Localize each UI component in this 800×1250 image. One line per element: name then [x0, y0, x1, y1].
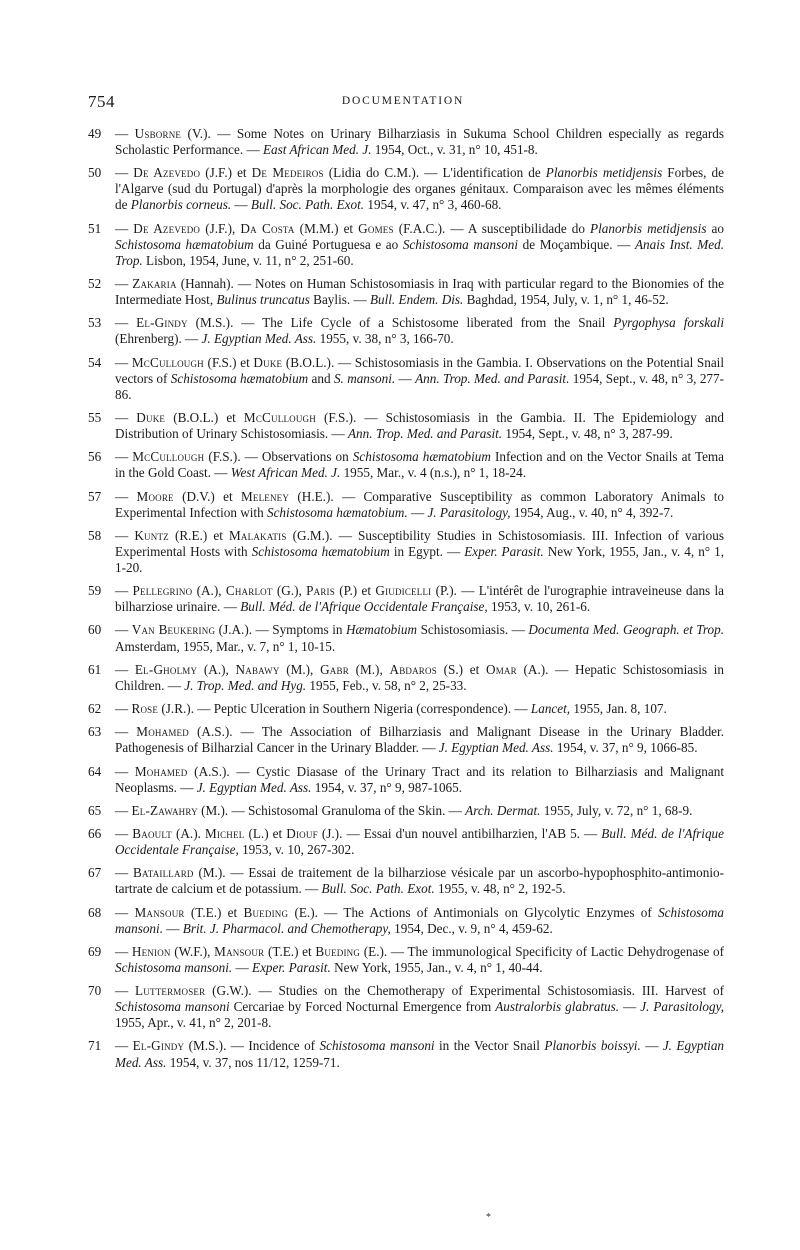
entry-text: —	[115, 527, 135, 543]
entry-text: (A.).	[171, 825, 205, 841]
italic-text: Anais Inst. Med. Trop.	[115, 236, 724, 268]
entry-text: (J.R.). — Peptic Ulceration in Southern Nigeria (correspondence). —	[158, 701, 531, 717]
entry-text: 1954, v. 37, n° 9, 1066-85.	[553, 740, 698, 756]
bibliography-entry	[88, 803, 724, 819]
author-name: Abdaros	[389, 661, 437, 677]
italic-text: Bull. Méd. de l'Afrique Occidentale Française,	[115, 825, 724, 858]
author-name: Omar	[485, 661, 517, 677]
entry-text: 1954, Sept., v. 48, n° 3, 287-99.	[502, 426, 673, 442]
entry-text: (Lidia do C.M.). — L'identification de	[323, 165, 546, 181]
entry-text: and	[308, 370, 334, 386]
entry-number: 59	[88, 583, 102, 599]
author-name: Kuntz	[134, 527, 169, 543]
italic-text: Schistosoma hæmatobium.	[266, 504, 408, 520]
author-name: Bueding	[315, 943, 361, 959]
author-name: McCullough	[243, 409, 316, 425]
entry-number: 68	[88, 904, 102, 920]
entry-text: 1954, v. 37, nos 11/12, 1259-71.	[166, 1054, 340, 1070]
entry-text: 1955, Jan. 8, 107.	[570, 701, 667, 717]
entry-number: 64	[88, 763, 102, 779]
bibliography-entry	[88, 355, 724, 403]
italic-text: Exper. Parasit.	[464, 543, 544, 559]
entry-text: 1955, Mar., v. 4 (n.s.), n° 1, 18-24.	[340, 465, 527, 481]
italic-text: Schistosoma hæmatobium	[115, 236, 254, 252]
author-name: Usborne	[134, 126, 182, 141]
entry-text: (G.M.). — Susceptibility Studies in Schistosomiasis. III. Infection of various Experimental Hosts with	[115, 527, 724, 559]
bibliography-entry	[88, 449, 724, 481]
author-name: Mohamed	[134, 763, 188, 779]
entry-text: —	[115, 701, 132, 717]
entry-text: —	[115, 276, 133, 292]
entry-text: (V.). — Some Notes on Urinary Bilharziasis in Sukuma School Children especially as regards Scholastic Performance. —	[115, 126, 725, 158]
bibliography-entry	[88, 764, 724, 796]
italic-text: J. Trop. Med. and Hyg.	[184, 677, 307, 693]
author-name: De Azevedo	[133, 165, 201, 181]
entry-text: (T.E.) et	[184, 904, 244, 920]
entry-text: 1954, Aug., v. 40, n° 4, 392-7.	[510, 504, 674, 520]
italic-text: J. Parasitology,	[427, 504, 511, 520]
entry-number: 66	[88, 825, 102, 841]
entry-text: 1955, July, v. 72, n° 1, 68-9.	[540, 802, 693, 818]
italic-text: Brit. J. Pharmacol. and Chemotherapy,	[182, 920, 391, 936]
entry-number: 63	[88, 724, 102, 740]
entry-number: 53	[88, 315, 102, 331]
entry-number: 67	[88, 865, 102, 881]
author-name: Pellegrino	[132, 583, 193, 599]
entry-text: (W.F.),	[170, 943, 215, 959]
entry-text: (M.M.) et	[294, 220, 359, 236]
entry-number: 69	[88, 943, 102, 959]
entry-text: (G.W.). — Studies on the Chemotherapy of Experimental Schistosomiasis. III. Harvest of	[205, 983, 724, 999]
author-name: Gomes	[358, 220, 394, 236]
entry-text: Schistosomiasis. —	[417, 622, 529, 638]
entry-text: —	[232, 959, 253, 975]
entry-text: —	[115, 661, 135, 677]
entry-text: Forbes, de l'Algarve (sud du Portugal) d'après la morphologie des organes génitaux. Comparaison avec les mêmes éléments de	[115, 165, 724, 213]
italic-text: S. mansoni.	[333, 370, 396, 386]
italic-text: J. Egyptian Med. Ass.	[201, 331, 317, 347]
author-name: Van Beukering	[131, 622, 216, 638]
author-name: Malakatis	[229, 527, 287, 543]
entry-number: 50	[88, 165, 102, 181]
italic-text: Australorbis glabratus.	[495, 999, 620, 1015]
entry-text: New York, 1955, Jan., v. 4, n° 1, 40-44.	[330, 959, 543, 975]
italic-text: J. Egyptian Med. Ass.	[438, 740, 554, 756]
author-name: El-Gindy	[136, 315, 188, 331]
author-name: El-Gindy	[132, 1038, 185, 1054]
entry-number: 60	[88, 622, 102, 638]
entry-number: 54	[88, 354, 102, 370]
bibliography-list	[88, 126, 724, 1078]
author-name: McCullough	[132, 449, 205, 465]
entry-text: —	[115, 904, 135, 920]
entry-text: 1954, Sept., v. 48, n° 3, 277-86.	[115, 370, 724, 402]
italic-text: Bull. Méd. de l'Afrique Occidentale Française,	[240, 599, 488, 615]
entry-text: —	[115, 449, 133, 465]
entry-text: (M.),	[348, 661, 390, 677]
entry-text: —	[115, 354, 132, 370]
italic-text: Schistosoma mansoni	[319, 1038, 435, 1054]
entry-text: (A.),	[192, 583, 226, 599]
bibliography-entry	[88, 126, 724, 158]
author-name: Charlot	[225, 583, 273, 599]
italic-text: Planorbis metidjensis	[590, 220, 707, 236]
entry-text: (P.). — L'intérêt de l'urographie intraveineuse dans la bilharziose urinaire. —	[115, 583, 725, 615]
author-name: De Medeiros	[251, 165, 324, 181]
entry-text: 1954, Dec., v. 9, n° 4, 459-62.	[390, 920, 553, 936]
entry-text: —	[115, 220, 134, 236]
author-name: Nabawy	[235, 661, 280, 677]
italic-text: Pyrgophysa forskali	[613, 315, 725, 331]
entry-text: (A.S.). — The Association of Bilharziasis and Malignant Disease in the Urinary Bladder. Pathogenesis of Bilharzial Cancer in the Urinary Bladder. —	[115, 724, 724, 756]
entry-text: (M.S.). — Incidence of	[184, 1038, 320, 1054]
entry-text: (A.). — Hepatic Schistosomiasis in Children. —	[115, 661, 725, 693]
author-name: Michel	[204, 825, 245, 841]
bibliography-entry	[88, 905, 724, 937]
entry-text: 1954, v. 37, n° 9, 987-1065.	[311, 779, 463, 795]
bibliography-entry	[88, 315, 724, 347]
entry-text: —	[407, 504, 428, 520]
entry-text: —	[115, 825, 133, 841]
author-name: Diouf	[286, 825, 318, 841]
entry-text: —	[115, 165, 134, 181]
entry-text: —	[115, 488, 137, 504]
entry-text: (A.S.). — Cystic Diasase of the Urinary Tract and its relation to Bilharziasis and Malignant Neoplasms. —	[115, 763, 724, 795]
bibliography-entry	[88, 276, 724, 308]
entry-text: —	[115, 126, 135, 141]
entry-text: —	[115, 724, 137, 740]
page-header	[88, 92, 718, 116]
entry-text: (B.O.L.) et	[165, 409, 244, 425]
entry-text: Cercariae by Forced Nocturnal Emergence from	[229, 999, 496, 1015]
entry-text: (Hannah). — Notes on Human Schistosomiasis in Iraq with particular regard to the Bionomies of the Intermediate Host,	[115, 276, 724, 308]
bibliography-entry	[88, 410, 724, 442]
italic-text: Ann. Trop. Med. and Parasit.	[415, 370, 570, 386]
bibliography-entry	[88, 165, 724, 213]
entry-text: in the Vector Snail	[434, 1038, 545, 1054]
entry-text: —	[115, 943, 132, 959]
entry-text: 1954, v. 47, n° 3, 460-68.	[364, 197, 502, 213]
italic-text: Lancet,	[530, 701, 571, 717]
italic-text: Bull. Endem. Dis.	[369, 292, 464, 308]
entry-text: —	[115, 315, 137, 331]
entry-text: (S.) et	[436, 661, 486, 677]
entry-number: 65	[88, 802, 102, 818]
entry-text: —	[115, 583, 133, 599]
entry-text: —	[115, 409, 137, 425]
author-name: Mohamed	[136, 724, 189, 740]
author-name: El-Zawahry	[131, 802, 198, 818]
entry-text: Infection and on the Vector Snails at Tema in the Gold Coast. —	[115, 449, 725, 481]
italic-text: Planorbis boissyi.	[544, 1038, 641, 1054]
author-name: Zakaria	[132, 276, 177, 292]
entry-text: in Egypt. —	[389, 543, 465, 559]
italic-text: Schistosoma mansoni.	[115, 904, 725, 936]
entry-text: (D.V.) et	[173, 488, 241, 504]
bibliography-entry	[88, 983, 724, 1031]
author-name: Henion	[131, 943, 171, 959]
author-name: Rose	[131, 701, 159, 717]
entry-text: 1953, v. 10, 267-302.	[238, 842, 355, 858]
entry-text: (L.) et	[244, 825, 287, 841]
bibliography-entry	[88, 662, 724, 694]
author-name: Giudicelli	[375, 583, 432, 599]
author-name: Paris	[306, 583, 335, 599]
entry-text: 1953, v. 10, 261-6.	[487, 599, 591, 615]
entry-text: (Ehrenberg). —	[115, 331, 202, 347]
author-name: Mansour	[134, 904, 185, 920]
bibliography-entry	[88, 701, 724, 717]
entry-text: (J.). — Essai d'un nouvel antibilharzien, l'AB 5. —	[317, 825, 602, 841]
italic-text: Bull. Soc. Path. Exot.	[321, 881, 435, 897]
entry-text: (F.S.). — Schistosomiasis in the Gambia. II. The Epidemiology and Distribution of Urinary Schistosomiasis. —	[115, 409, 724, 442]
entry-text: (J.F.) et	[200, 165, 252, 181]
entry-text: (M.). — Essai de traitement de la bilharziose vésicale par un ascorbo-hypophosphito-antimonio-tartrate de calcium et de potassium. —	[115, 865, 725, 897]
italic-text: J. Egyptian Med. Ass.	[115, 1038, 725, 1070]
italic-text: Arch. Dermat.	[465, 802, 541, 818]
author-name: Duke	[253, 354, 283, 370]
italic-text: Exper. Parasit.	[252, 959, 331, 975]
entry-text: —	[115, 802, 132, 818]
entry-text: (T.E.) et	[264, 943, 316, 959]
author-name: Gabr	[320, 661, 349, 677]
italic-text: J. Parasitology,	[640, 999, 725, 1015]
bibliography-entry	[88, 865, 724, 897]
entry-text: (M.S.). — The Life Cycle of a Schistosome liberated from the Snail	[187, 315, 614, 331]
entry-text: da Guiné Portuguesa e ao	[253, 236, 403, 252]
entry-text: (J.A.). — Symptoms in	[215, 622, 346, 638]
entry-text: 1954, Oct., v. 31, n° 10, 451-8.	[371, 142, 538, 158]
bibliography-entry	[88, 489, 724, 521]
entry-number: 61	[88, 661, 102, 677]
author-name: Da Costa	[240, 220, 295, 236]
entry-text: (H.E.). — Comparative Susceptibility as common Laboratory Animals to Experimental Infection with	[115, 488, 724, 520]
italic-text: Schistosoma mansoni	[115, 999, 230, 1015]
entry-text: (R.E.) et	[168, 527, 229, 543]
entry-number: 52	[88, 276, 102, 292]
author-name: Moore	[136, 488, 174, 504]
author-name: Meleney	[240, 488, 290, 504]
bibliography-entry	[88, 221, 724, 269]
author-name: Baoult	[132, 825, 172, 841]
entry-text: —	[115, 865, 134, 881]
entry-text: (J.F.),	[200, 220, 241, 236]
italic-text: Schistosoma hæmatobium	[170, 370, 309, 386]
entry-text: 1955, v. 48, n° 2, 192-5.	[434, 881, 566, 897]
entry-number: 71	[88, 1038, 102, 1054]
entry-text: (F.S.). — Observations on	[204, 449, 353, 465]
author-name: Bataillard	[133, 865, 194, 881]
author-name: Luttermoser	[135, 983, 206, 999]
bibliography-entry	[88, 528, 724, 576]
italic-text: Bulinus truncatus	[216, 292, 310, 308]
entry-text: —	[115, 983, 136, 999]
italic-text: Schistosoma hæmatobium	[352, 449, 491, 465]
entry-text: de Moçambique. —	[518, 236, 635, 252]
entry-number: 51	[88, 220, 102, 236]
entry-number: 49	[88, 126, 102, 141]
page-number: 754	[88, 92, 115, 111]
bibliography-entry	[88, 944, 724, 976]
footer-mark: *	[486, 1212, 491, 1223]
entry-text: (E.). — The Actions of Antimonials on Glycolytic Enzymes of	[288, 904, 659, 920]
entry-text: (B.O.L.). — Schistosomiasis in the Gambia. I. Observations on the Potential Snail vectors of	[115, 354, 725, 386]
entry-number: 55	[88, 409, 102, 425]
italic-text: Schistosoma mansoni	[402, 236, 519, 252]
italic-text: J. Egyptian Med. Ass.	[196, 779, 312, 795]
entry-text: —	[115, 1038, 133, 1054]
entry-text: —	[640, 1038, 663, 1054]
entry-number: 70	[88, 983, 102, 999]
running-title: DOCUMENTATION	[341, 95, 465, 107]
entry-text: —	[115, 622, 132, 638]
italic-text: Ann. Trop. Med. and Parasit.	[347, 426, 503, 442]
entry-text: —	[115, 763, 135, 779]
entry-text: (M.). — Schistosomal Granuloma of the Skin. —	[197, 802, 466, 818]
entry-text: 1955, Apr., v. 41, n° 2, 201-8.	[115, 1015, 272, 1031]
entry-text: Baghdad, 1954, July, v. 1, n° 1, 46-52.	[463, 292, 669, 308]
entry-text: (E.). — The immunological Specificity of Lactic Dehydrogenase of	[360, 943, 725, 959]
author-name: Duke	[136, 409, 166, 425]
entry-text: Amsterdam, 1955, Mar., v. 7, n° 1, 10-15.	[115, 638, 336, 654]
entry-number: 56	[88, 449, 102, 465]
entry-text: (F.A.C.). — A susceptibilidade do	[393, 220, 591, 236]
entry-text: —	[163, 920, 183, 936]
italic-text: Planorbis metidjensis	[545, 165, 663, 181]
italic-text: West African Med. J.	[230, 465, 341, 481]
bibliography-entry	[88, 724, 724, 756]
author-name: Mansour	[214, 943, 265, 959]
entry-text: —	[231, 197, 251, 213]
entry-text: (A.),	[197, 661, 236, 677]
bibliography-entry	[88, 1038, 724, 1070]
italic-text: Schistosoma hæmatobium	[251, 543, 390, 559]
bibliography-entry	[88, 583, 724, 615]
entry-number: 58	[88, 527, 102, 543]
italic-text: Bull. Soc. Path. Exot.	[250, 197, 365, 213]
italic-text: Schistosoma mansoni.	[115, 959, 233, 975]
author-name: De Azevedo	[133, 220, 201, 236]
author-name: Bueding	[243, 904, 289, 920]
entry-text: —	[395, 370, 416, 386]
italic-text: Planorbis corneus.	[130, 197, 232, 213]
italic-text: Documenta Med. Geograph. et Trop.	[528, 622, 725, 638]
author-name: El-Gholmy	[134, 661, 198, 677]
entry-text: ao	[706, 220, 724, 236]
italic-text: East African Med. J.	[262, 142, 372, 158]
entry-text: (P.) et	[334, 583, 376, 599]
entry-text: (G.),	[272, 583, 307, 599]
entry-text: —	[619, 999, 641, 1015]
entry-text: (F.S.) et	[203, 354, 254, 370]
entry-text: Lisbon, 1954, June, v. 11, n° 2, 251-60.	[142, 252, 354, 268]
author-name: McCullough	[131, 354, 204, 370]
entry-number: 57	[88, 488, 102, 504]
entry-number: 62	[88, 701, 102, 717]
entry-text: New York, 1955, Jan., v. 4, n° 1, 1-20.	[115, 543, 725, 575]
entry-text: (M.),	[279, 661, 321, 677]
entry-text: 1955, Feb., v. 58, n° 2, 25-33.	[306, 677, 467, 693]
bibliography-entry	[88, 826, 724, 858]
entry-text: 1955, v. 38, n° 3, 166-70.	[316, 331, 454, 347]
bibliography-entry	[88, 622, 724, 654]
italic-text: Hæmatobium	[345, 622, 418, 638]
entry-text: Baylis. —	[309, 292, 370, 308]
